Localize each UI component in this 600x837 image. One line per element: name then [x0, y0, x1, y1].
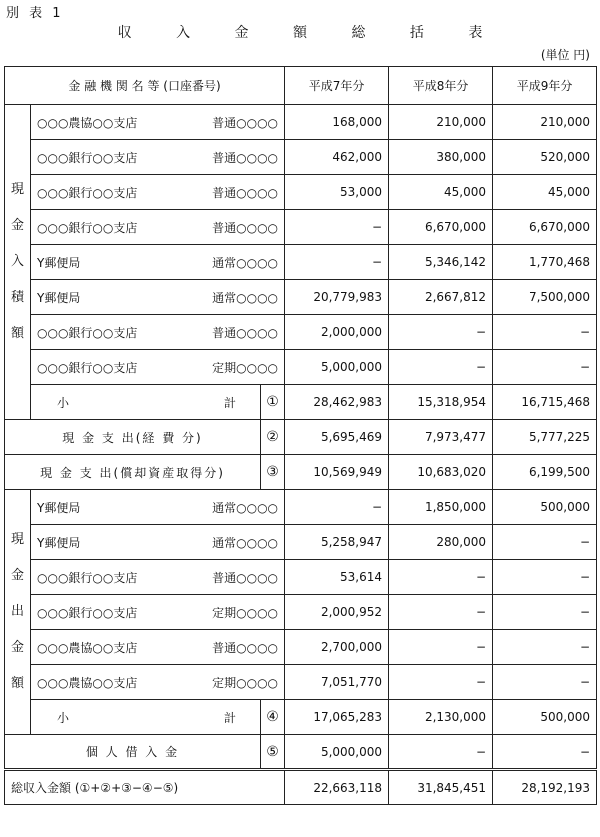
withdrawal-amount-y8: −: [389, 665, 493, 700]
deposit-amount-y9: 520,000: [493, 140, 597, 175]
withdrawal-subtotal-label-small: 小: [57, 710, 70, 725]
deposit-institution-name: ○○○銀行○○支店: [37, 150, 138, 165]
deposit-subtotal-mark: ①: [261, 385, 285, 420]
withdrawal-amount-y9: −: [493, 665, 597, 700]
deposit-institution-name: ○○○銀行○○支店: [37, 360, 138, 375]
total-row: [5, 770, 597, 805]
withdrawal-side-char: 出: [10, 604, 24, 619]
withdrawal-institution-name: ○○○銀行○○支店: [37, 570, 138, 585]
withdrawal-side-label: [5, 490, 31, 735]
summary-table: [4, 66, 597, 805]
withdrawal-amount-y8: −: [389, 560, 493, 595]
withdrawal-amount-y7: 53,614: [285, 560, 389, 595]
deposit-section: [5, 105, 597, 420]
deposit-amount-y7: 2,000,000: [285, 315, 389, 350]
deposit-subtotal-row: [5, 385, 597, 420]
deposit-institution-name: ○○○銀行○○支店: [37, 220, 138, 235]
loan-mark: ⑤: [261, 735, 285, 770]
withdrawal-subtotal-y9: 500,000: [493, 700, 597, 735]
total-y8: 31,845,451: [389, 770, 493, 805]
deposit-side-char: 入: [10, 254, 24, 269]
asset-expense-y8: 10,683,020: [389, 455, 493, 490]
deposit-account-number: 普通○○○○: [212, 220, 279, 235]
deposit-amount-y7: 53,000: [285, 175, 389, 210]
deposit-institution: [31, 280, 285, 315]
deposit-institution: [31, 175, 285, 210]
column-header-name: 金 融 機 関 名 等 (口座番号): [5, 67, 285, 105]
deposit-amount-y8: 380,000: [389, 140, 493, 175]
withdrawal-account-number: 通常○○○○: [212, 500, 279, 515]
expense-row-1: [5, 420, 597, 455]
column-header-y8: 平成8年分: [389, 67, 493, 105]
withdrawal-side-char: 金: [10, 640, 24, 655]
withdrawal-account-number: 通常○○○○: [212, 535, 279, 550]
deposit-institution: [31, 245, 285, 280]
deposit-amount-y7: 5,000,000: [285, 350, 389, 385]
deposit-subtotal-y9: 16,715,468: [493, 385, 597, 420]
deposit-subtotal-y7: 28,462,983: [285, 385, 389, 420]
deposit-institution-name: ○○○農協○○支店: [37, 115, 138, 130]
expense-y9: 5,777,225: [493, 420, 597, 455]
expense-row-2: [5, 455, 597, 490]
withdrawal-subtotal-y8: 2,130,000: [389, 700, 493, 735]
deposit-amount-y9: −: [493, 350, 597, 385]
deposit-account-number: 定期○○○○: [212, 360, 279, 375]
expense-mark: ②: [261, 420, 285, 455]
deposit-row: [5, 350, 597, 385]
withdrawal-side-char: 現: [10, 532, 24, 547]
deposit-amount-y9: 7,500,000: [493, 280, 597, 315]
deposit-institution-name: Y郵便局: [37, 255, 81, 270]
asset-expense-y7: 10,569,949: [285, 455, 389, 490]
withdrawal-amount-y8: 280,000: [389, 525, 493, 560]
withdrawal-institution-name: Y郵便局: [37, 500, 81, 515]
deposit-amount-y8: 6,670,000: [389, 210, 493, 245]
total-y9: 28,192,193: [493, 770, 597, 805]
column-header-y9: 平成9年分: [493, 67, 597, 105]
deposit-side-char: 積: [10, 290, 24, 305]
deposit-side-label: [5, 105, 31, 420]
loan-y9: −: [493, 735, 597, 770]
withdrawal-side-char: 額: [10, 676, 24, 691]
deposit-subtotal-label-total: 計: [223, 395, 236, 410]
withdrawal-subtotal-label: [31, 700, 261, 735]
totals-section: [5, 735, 597, 805]
withdrawal-subtotal-row: [5, 700, 597, 735]
deposit-row: [5, 175, 597, 210]
withdrawal-amount-y8: −: [389, 595, 493, 630]
deposit-amount-y8: 45,000: [389, 175, 493, 210]
deposit-amount-y8: −: [389, 315, 493, 350]
deposit-row: [5, 315, 597, 350]
withdrawal-account-number: 普通○○○○: [212, 570, 279, 585]
deposit-institution-name: Y郵便局: [37, 290, 81, 305]
deposit-side-char: 現: [10, 182, 24, 197]
column-header-y7: 平成7年分: [285, 67, 389, 105]
deposit-row: [5, 280, 597, 315]
withdrawal-subtotal-y7: 17,065,283: [285, 700, 389, 735]
deposit-institution-name: ○○○銀行○○支店: [37, 325, 138, 340]
withdrawal-row: [5, 525, 597, 560]
withdrawal-subtotal-mark: ④: [261, 700, 285, 735]
expense-label: 現 金 支 出(経 費 分): [5, 420, 261, 455]
deposit-amount-y7: 462,000: [285, 140, 389, 175]
deposit-amount-y9: 45,000: [493, 175, 597, 210]
deposit-amount-y7: 168,000: [285, 105, 389, 140]
withdrawal-side-char: 金: [10, 568, 24, 583]
withdrawal-amount-y7: 7,051,770: [285, 665, 389, 700]
withdrawal-subtotal-label-total: 計: [223, 710, 236, 725]
asset-expense-y9: 6,199,500: [493, 455, 597, 490]
deposit-account-number: 通常○○○○: [212, 290, 279, 305]
expense-y8: 7,973,477: [389, 420, 493, 455]
withdrawal-institution: [31, 490, 285, 525]
deposit-row: [5, 245, 597, 280]
deposit-amount-y7: 20,779,983: [285, 280, 389, 315]
withdrawal-account-number: 普通○○○○: [212, 640, 279, 655]
withdrawal-row: [5, 665, 597, 700]
deposit-institution: [31, 350, 285, 385]
deposit-subtotal-y8: 15,318,954: [389, 385, 493, 420]
page-title: 収 入 金 額 総 括 表: [117, 25, 503, 41]
withdrawal-institution: [31, 665, 285, 700]
withdrawal-institution-name: Y郵便局: [37, 535, 81, 550]
total-y7: 22,663,118: [285, 770, 389, 805]
withdrawal-account-number: 定期○○○○: [212, 605, 279, 620]
expense-section: [5, 420, 597, 490]
withdrawal-row: [5, 595, 597, 630]
asset-expense-mark: ③: [261, 455, 285, 490]
withdrawal-row: [5, 490, 597, 525]
withdrawal-amount-y7: 5,258,947: [285, 525, 389, 560]
deposit-row: [5, 210, 597, 245]
header-row: [5, 67, 597, 105]
deposit-amount-y8: 2,667,812: [389, 280, 493, 315]
deposit-amount-y9: 210,000: [493, 105, 597, 140]
asset-expense-label: 現 金 支 出(償却資産取得分): [5, 455, 261, 490]
expense-y7: 5,695,469: [285, 420, 389, 455]
withdrawal-row: [5, 560, 597, 595]
loan-y8: −: [389, 735, 493, 770]
deposit-amount-y7: −: [285, 245, 389, 280]
deposit-institution-name: ○○○銀行○○支店: [37, 185, 138, 200]
deposit-subtotal-label-small: 小: [57, 395, 70, 410]
deposit-account-number: 普通○○○○: [212, 325, 279, 340]
withdrawal-institution: [31, 630, 285, 665]
deposit-amount-y9: 1,770,468: [493, 245, 597, 280]
deposit-account-number: 普通○○○○: [212, 150, 279, 165]
withdrawal-amount-y7: 2,700,000: [285, 630, 389, 665]
deposit-side-char: 額: [10, 326, 24, 341]
deposit-institution: [31, 210, 285, 245]
deposit-amount-y8: −: [389, 350, 493, 385]
loan-label: 個 人 借 入 金: [5, 735, 261, 770]
deposit-institution: [31, 105, 285, 140]
total-label: 総収入金額 (①+②+③−④−⑤): [5, 770, 285, 805]
deposit-side-char: 金: [10, 218, 24, 233]
withdrawal-amount-y9: −: [493, 630, 597, 665]
loan-row: [5, 735, 597, 770]
deposit-amount-y7: −: [285, 210, 389, 245]
appendix-label: 別 表 1: [6, 6, 64, 21]
withdrawal-institution-name: ○○○銀行○○支店: [37, 605, 138, 620]
withdrawal-section: [5, 490, 597, 735]
deposit-institution: [31, 140, 285, 175]
withdrawal-amount-y8: 1,850,000: [389, 490, 493, 525]
withdrawal-institution-name: ○○○農協○○支店: [37, 675, 138, 690]
withdrawal-institution: [31, 560, 285, 595]
withdrawal-institution: [31, 595, 285, 630]
deposit-institution: [31, 315, 285, 350]
deposit-account-number: 普通○○○○: [212, 115, 279, 130]
deposit-account-number: 通常○○○○: [212, 255, 279, 270]
deposit-row: [5, 105, 597, 140]
unit-label: (単位 円): [540, 48, 590, 62]
withdrawal-row: [5, 630, 597, 665]
deposit-amount-y9: −: [493, 315, 597, 350]
withdrawal-amount-y9: −: [493, 525, 597, 560]
deposit-amount-y8: 5,346,142: [389, 245, 493, 280]
withdrawal-amount-y9: −: [493, 560, 597, 595]
withdrawal-account-number: 定期○○○○: [212, 675, 279, 690]
withdrawal-amount-y7: 2,000,952: [285, 595, 389, 630]
deposit-amount-y9: 6,670,000: [493, 210, 597, 245]
withdrawal-amount-y9: −: [493, 595, 597, 630]
withdrawal-institution: [31, 525, 285, 560]
deposit-row: [5, 140, 597, 175]
withdrawal-amount-y7: −: [285, 490, 389, 525]
deposit-amount-y8: 210,000: [389, 105, 493, 140]
withdrawal-institution-name: ○○○農協○○支店: [37, 640, 138, 655]
loan-y7: 5,000,000: [285, 735, 389, 770]
withdrawal-amount-y9: 500,000: [493, 490, 597, 525]
deposit-account-number: 普通○○○○: [212, 185, 279, 200]
withdrawal-amount-y8: −: [389, 630, 493, 665]
deposit-subtotal-label: [31, 385, 261, 420]
